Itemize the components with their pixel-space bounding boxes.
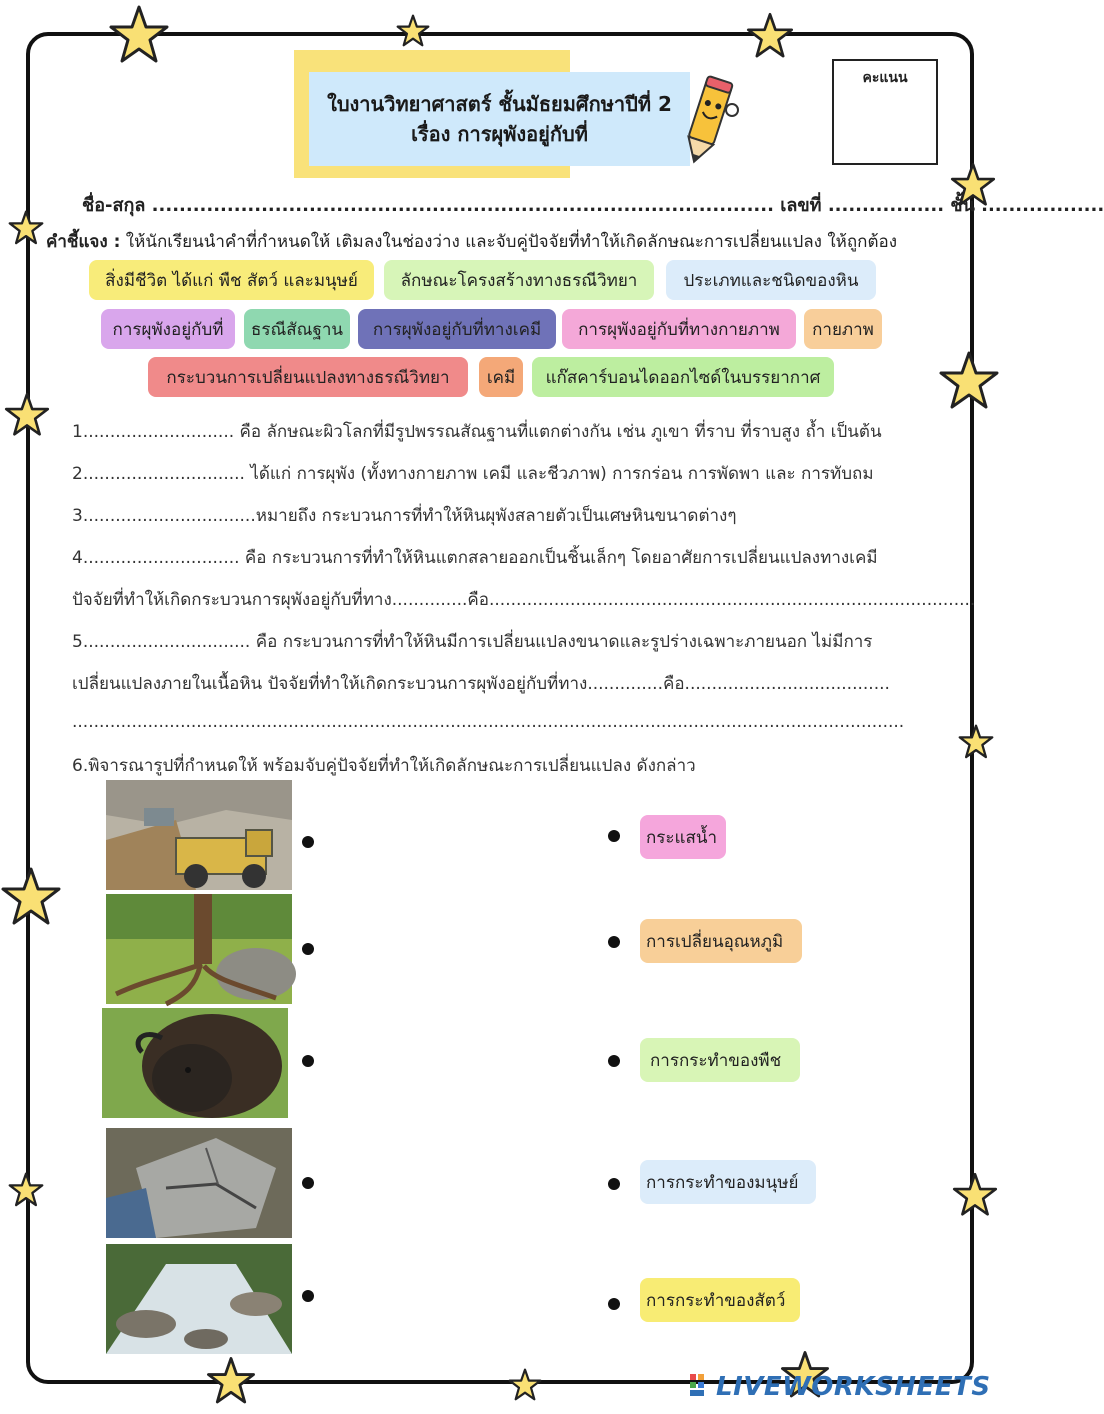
answer-chip[interactable]: การกระทำของมนุษย์ [640, 1160, 816, 1204]
score-label: คะแนน [862, 70, 908, 86]
score-box[interactable] [832, 59, 938, 165]
liveworksheets-logo [690, 1372, 991, 1402]
photo-mining-dump-truck [106, 780, 292, 890]
question-6: 6.พิจารณารูปที่กำหนดให้ พร้อมจับคู่ปัจจัยที่ทำให้เกิดลักษณะการเปลี่ยนแปลง ดังกล่าว [72, 756, 696, 776]
question-3[interactable]: 3................................หมายถึง กระบวนการที่ทำให้หินผุพังสลายตัวเป็นเศษหินขนาดต่างๆ [72, 506, 737, 526]
star-icon [952, 1172, 998, 1218]
word-chip[interactable]: แก๊สคาร์บอนไดออกไซด์ในบรรยากาศ [532, 357, 834, 397]
word-chip[interactable]: ลักษณะโครงสร้างทางธรณีวิทยา [384, 260, 654, 300]
photo-bison [102, 1008, 288, 1118]
title-line-1: ใบงานวิทยาศาสตร์ ชั้นมัธยมศึกษาปีที่ 2 [327, 92, 672, 116]
word-chip[interactable]: การผุพังอยู่กับที่ทางเคมี [358, 309, 556, 349]
star-icon [938, 350, 1000, 412]
word-chip[interactable]: กระบวนการเปลี่ยนแปลงทางธรณีวิทยา [148, 357, 468, 397]
word-chip[interactable]: เคมี [479, 357, 523, 397]
photo-tree-roots-on-rock [106, 894, 292, 1004]
question-4[interactable]: 4............................. คือ กระบวนการที่ทำให้หินแตกสลายออกเป็นชิ้นเล็กๆ โดยอาศัยการเปลี่ยนแปลงทางเคมี [72, 548, 878, 568]
match-dot-right[interactable] [608, 1055, 620, 1067]
star-icon [958, 724, 994, 760]
question-4-factor[interactable]: ปัจจัยที่ทำให้เกิดกระบวนการผุพังอยู่กับที่ทาง..............คือ.......................................................................................... [72, 590, 976, 610]
star-icon [508, 1368, 542, 1402]
answer-chip[interactable]: การกระทำของสัตว์ [640, 1278, 800, 1322]
instruction [46, 228, 897, 255]
star-icon [0, 866, 62, 928]
star-icon [108, 4, 170, 66]
instruction-label: คำชี้แจง : [46, 232, 121, 252]
student-info-line[interactable]: ชื่อ-สกุล ........................................................................................... เลขที่ ................. ชั้น .................. [82, 195, 1104, 216]
word-chip[interactable]: ธรณีสัณฐาน [244, 309, 350, 349]
word-chip[interactable]: ประเภทและชนิดของหิน [666, 260, 876, 300]
star-icon [206, 1356, 256, 1406]
match-dot-right[interactable] [608, 936, 620, 948]
star-icon [396, 14, 430, 48]
word-chip[interactable]: การผุพังอยู่กับที่ [101, 309, 235, 349]
title-line-2: เรื่อง การผุพังอยู่กับที่ [411, 122, 588, 146]
answer-chip[interactable]: การกระทำของพืช [640, 1038, 800, 1082]
answer-chip[interactable]: การเปลี่ยนอุณหภูมิ [640, 919, 802, 963]
star-icon [8, 210, 44, 246]
word-chip[interactable]: สิ่งมีชีวิต ได้แก่ พืช สัตว์ และมนุษย์ [89, 260, 374, 300]
match-dot-left[interactable] [302, 1055, 314, 1067]
photo-mountain-stream [106, 1244, 292, 1354]
star-icon [4, 392, 50, 438]
question-2[interactable]: 2.............................. ได้แก่ การผุพัง (ทั้งทางกายภาพ เคมี และชีวภาพ) การกร่อน การพัดพา และ การทับถม [72, 464, 874, 484]
match-dot-left[interactable] [302, 836, 314, 848]
answer-chip[interactable]: กระแสน้ำ [640, 815, 726, 859]
worksheet-title [309, 72, 690, 166]
star-icon [8, 1172, 44, 1208]
word-chip[interactable]: การผุพังอยู่กับที่ทางกายภาพ [562, 309, 796, 349]
match-dot-right[interactable] [608, 1298, 620, 1310]
star-icon [746, 12, 794, 60]
match-dot-right[interactable] [608, 830, 620, 842]
question-5-factor[interactable]: เปลี่ยนแปลงภายในเนื้อหิน ปัจจัยที่ทำให้เกิดกระบวนการผุพังอยู่กับที่ทาง..............คือ...................................... [72, 674, 890, 694]
match-dot-left[interactable] [302, 943, 314, 955]
match-dot-left[interactable] [302, 1177, 314, 1189]
answer-line[interactable]: .......................................................................................................................................................... [72, 712, 905, 732]
pencil-mascot-icon [676, 74, 740, 170]
liveworksheets-logo-text: LIVEWORKSHEETS [716, 1372, 991, 1402]
match-dot-left[interactable] [302, 1290, 314, 1302]
photo-cracked-rock [106, 1128, 292, 1238]
instruction-text: ให้นักเรียนนำคำที่กำหนดให้ เติมลงในช่องว่าง และจับคู่ปัจจัยที่ทำให้เกิดลักษณะการเปลี่ยนแปลง ให้ถูกต้อง [120, 232, 898, 252]
word-chip[interactable]: กายภาพ [804, 309, 882, 349]
question-5[interactable]: 5............................... คือ กระบวนการที่ทำให้หินมีการเปลี่ยนแปลงขนาดและรูปร่างเฉพาะภายนอก ไม่มีการ [72, 632, 873, 652]
question-1[interactable]: 1............................ คือ ลักษณะผิวโลกที่มีรูปพรรณสัณฐานที่แตกต่างกัน เช่น ภูเขา ที่ราบ ที่ราบสูง ถ้ำ เป็นต้น [72, 422, 882, 442]
match-dot-right[interactable] [608, 1178, 620, 1190]
liveworksheets-logo-icon [690, 1374, 712, 1400]
